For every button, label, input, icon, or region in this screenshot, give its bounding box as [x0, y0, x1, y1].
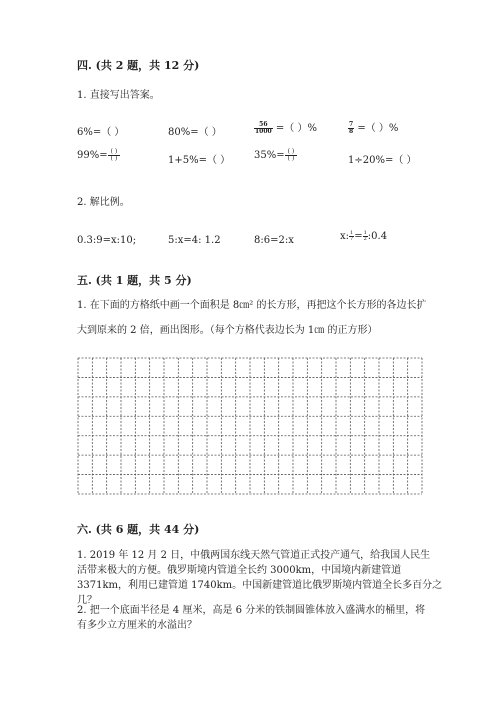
fraction-numerator: 7 [349, 121, 354, 128]
fraction [254, 122, 273, 135]
answer-text: 99%= [77, 150, 108, 161]
question-6-1-line: 几？ [77, 595, 97, 606]
blank-top: ( ) [285, 149, 298, 156]
fraction-numerator: 1 [363, 230, 367, 236]
blank-bottom: ( ) [110, 155, 118, 162]
proportion-item: 5:x=4: 1.2 [168, 235, 221, 246]
proportion-item [340, 231, 387, 242]
question-6-1-line: 活带来极大的方便。俄罗斯境内管道全长约 3000km，中国境内新建管道 [77, 565, 402, 576]
proportion-item: 8:6=2:x [254, 235, 294, 246]
blank-fraction [108, 149, 121, 162]
fraction-denominator: 8 [349, 128, 354, 135]
answer-rest: =（ ）% [357, 123, 399, 134]
section-5-title: 五. (共 1 题，共 5 分) [77, 274, 192, 287]
proportion-part: :0.4 [367, 231, 388, 242]
fraction [348, 122, 354, 135]
answer-item: 1+5%=（ ） [168, 155, 231, 166]
question-6-1-line: 3371km，利用已建管道 1740km。中国新建管道比俄罗斯境内管道全长多百分之 [77, 580, 443, 591]
fraction-denominator: 2 [363, 236, 367, 242]
answer-item [77, 149, 120, 162]
question-5-1-line: 1. 在下面的方格纸中画一个面积是 8㎝² 的长方形，再把这个长方形的各边长扩 [77, 300, 427, 311]
answer-item: 80%=（ ） [168, 127, 222, 138]
blank-top: ( ) [108, 149, 121, 156]
answer-rest: =（ ）% [275, 123, 317, 134]
answer-item: 1÷20%=（ ） [348, 155, 417, 166]
proportion-item: 0.3:9=x:10; [77, 235, 137, 246]
section-4-title: 四. (共 2 题，共 12 分) [77, 59, 200, 72]
blank-bottom: ( ) [287, 155, 295, 162]
question-4-2-prompt: 2. 解比例。 [77, 197, 130, 208]
question-5-1-line: 大到原来的 2 倍，画出图形。（每个方格代表边长为 1㎝ 的正方形） [77, 325, 378, 336]
section-6-title: 六. (共 6 题，共 44 分) [77, 523, 200, 536]
fraction-denominator: 1000 [255, 128, 272, 135]
fraction-denominator: 7 [350, 236, 354, 242]
question-6-2-line: 2. 把一个底面半径是 4 厘米，高是 6 分米的铁制圆锥体放入盛满水的桶里，将 [77, 605, 426, 616]
fraction-numerator: 56 [254, 122, 273, 129]
answer-text: 35%= [254, 150, 285, 161]
answer-item: 6%=（ ） [77, 127, 125, 138]
answer-item [254, 149, 297, 162]
answer-item [254, 119, 317, 135]
question-6-2-line: 有多少立方厘米的水溢出？ [77, 620, 197, 631]
blank-fraction [285, 149, 298, 162]
answer-item [348, 119, 398, 135]
fraction-numerator: 1 [350, 230, 354, 236]
question-4-1-prompt: 1. 直接写出答案。 [77, 90, 160, 101]
proportion-part: = [354, 231, 363, 242]
proportion-part: x: [340, 231, 350, 242]
question-6-1-line: 1. 2019 年 12 月 2 日，中俄两国东线天然气管道正式投产通气，给我国人民生 [77, 550, 431, 561]
square-grid-paper[interactable] [77, 357, 423, 495]
